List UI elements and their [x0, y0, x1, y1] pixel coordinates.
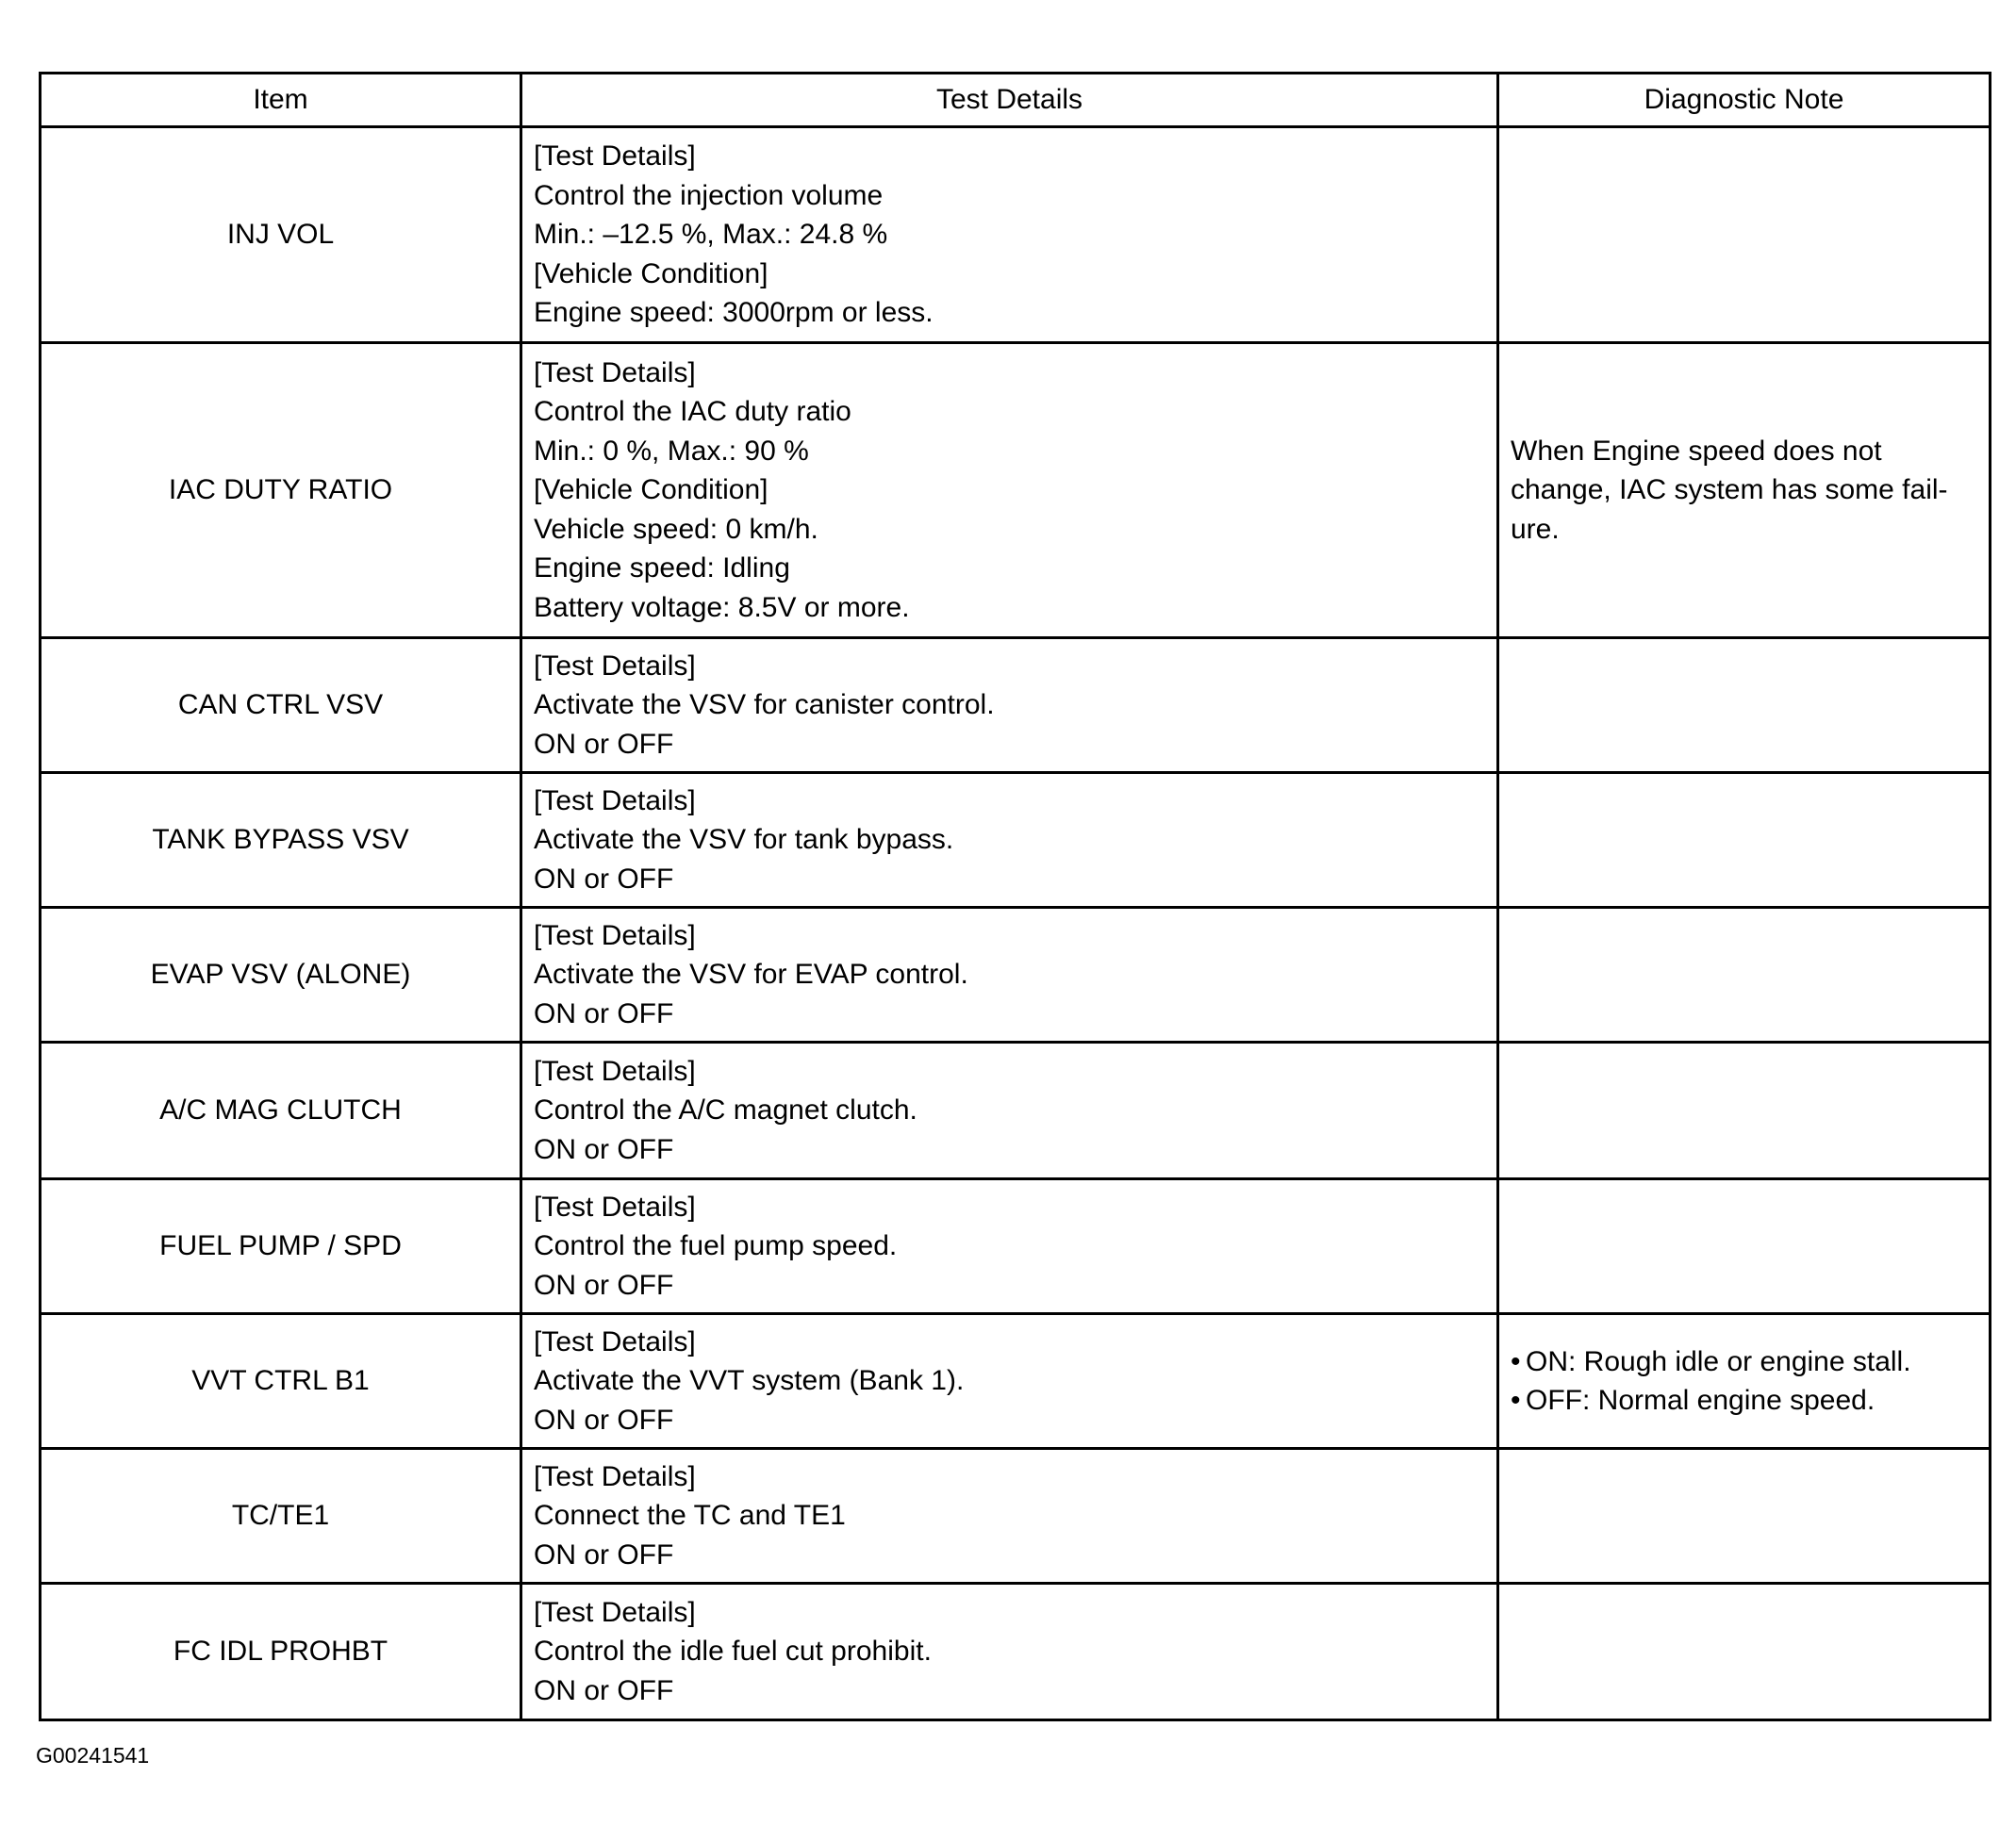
- diagnostic-note-cell: [1498, 1179, 1991, 1314]
- test-details-cell: [521, 1043, 1498, 1179]
- test-details-line: [Test Details]: [534, 1460, 696, 1492]
- test-details-cell: [521, 1179, 1498, 1314]
- test-details-line: [Test Details]: [534, 919, 696, 951]
- diagnostic-note-cell: [1498, 1584, 1991, 1720]
- table-row: [41, 127, 1991, 343]
- test-details-line: Control the idle fuel cut prohibit.: [534, 1636, 932, 1668]
- test-details-line: [Test Details]: [534, 1055, 696, 1087]
- test-details-line: Control the A/C magnet clutch.: [534, 1094, 917, 1127]
- test-details-line: [Test Details]: [534, 650, 696, 682]
- diagnostic-note-cell: [1498, 1043, 1991, 1179]
- test-details-line: ON or OFF: [534, 1674, 674, 1706]
- table-row: [41, 1314, 1991, 1449]
- test-details-cell: [521, 773, 1498, 908]
- test-details-line: Vehicle speed: 0 km/h.: [534, 513, 818, 545]
- diagnostic-note-bullet: [1511, 1342, 1977, 1382]
- test-details-cell: [521, 1584, 1498, 1720]
- bullet-text: OFF: Normal engine speed.: [1526, 1385, 1876, 1416]
- test-details-line: Min.: 0 %, Max.: 90 %: [534, 435, 809, 467]
- test-details-line: [Test Details]: [534, 1325, 696, 1357]
- item-cell: A/C MAG CLUTCH: [41, 1043, 521, 1179]
- diagnostic-note-cell: [1498, 343, 1991, 638]
- header-item: Item: [41, 74, 521, 127]
- bullet-icon: •: [1511, 1345, 1521, 1377]
- test-details-cell: [521, 127, 1498, 343]
- item-cell: TC/TE1: [41, 1449, 521, 1584]
- diagnostic-note-cell: [1498, 638, 1991, 773]
- test-details-line: [Vehicle Condition]: [534, 257, 768, 289]
- test-details-line: ON or OFF: [534, 997, 674, 1029]
- item-cell: FC IDL PROHBT: [41, 1584, 521, 1720]
- test-details-line: [Test Details]: [534, 140, 696, 173]
- test-details-line: Min.: –12.5 %, Max.: 24.8 %: [534, 219, 888, 251]
- diagnostic-note-cell: [1498, 127, 1991, 343]
- table-row: [41, 908, 1991, 1043]
- table-body: [41, 127, 1991, 1720]
- diagnostic-note-bullet: [1511, 1381, 1977, 1421]
- item-cell: FUEL PUMP / SPD: [41, 1179, 521, 1314]
- table-row: [41, 343, 1991, 638]
- test-details-cell: [521, 1314, 1498, 1449]
- item-cell: IAC DUTY RATIO: [41, 343, 521, 638]
- test-details-line: [Vehicle Condition]: [534, 474, 768, 506]
- item-cell: VVT CTRL B1: [41, 1314, 521, 1449]
- test-details-line: Activate the VSV for EVAP control.: [534, 959, 968, 991]
- table-row: [41, 638, 1991, 773]
- test-details-line: Connect the TC and TE1: [534, 1500, 846, 1532]
- test-details-line: Control the IAC duty ratio: [534, 396, 851, 428]
- table-row: [41, 1584, 1991, 1720]
- table-row: [41, 1449, 1991, 1584]
- diagnostic-note-cell: [1498, 1314, 1991, 1449]
- item-cell: CAN CTRL VSV: [41, 638, 521, 773]
- header-test-details: Test Details: [521, 74, 1498, 127]
- test-details-line: [Test Details]: [534, 1191, 696, 1223]
- bullet-icon: •: [1511, 1385, 1521, 1416]
- test-details-line: [Test Details]: [534, 1596, 696, 1628]
- test-details-cell: [521, 1449, 1498, 1584]
- header-row: [41, 74, 1991, 127]
- diagnostic-note-text: When Engine speed does not change, IAC system has some fail-ure.: [1511, 435, 1948, 545]
- table-row: [41, 1179, 1991, 1314]
- test-details-cell: [521, 638, 1498, 773]
- diagnostic-table: [39, 72, 1991, 1721]
- test-details-line: Control the fuel pump speed.: [534, 1230, 898, 1262]
- test-details-line: ON or OFF: [534, 728, 674, 760]
- test-details-line: Battery voltage: 8.5V or more.: [534, 591, 910, 623]
- test-details-cell: [521, 908, 1498, 1043]
- test-details-line: [Test Details]: [534, 784, 696, 816]
- test-details-line: ON or OFF: [534, 1133, 674, 1165]
- item-cell: EVAP VSV (ALONE): [41, 908, 521, 1043]
- test-details-line: ON or OFF: [534, 1269, 674, 1301]
- test-details-line: Activate the VVT system (Bank 1).: [534, 1365, 965, 1397]
- test-details-line: [Test Details]: [534, 356, 696, 388]
- diagnostic-note-cell: [1498, 773, 1991, 908]
- test-details-line: ON or OFF: [534, 863, 674, 895]
- diagnostic-note-cell: [1498, 908, 1991, 1043]
- test-details-line: ON or OFF: [534, 1538, 674, 1571]
- test-details-line: Engine speed: 3000rpm or less.: [534, 297, 934, 329]
- test-details-line: ON or OFF: [534, 1404, 674, 1436]
- test-details-line: Control the injection volume: [534, 179, 884, 211]
- table-row: [41, 773, 1991, 908]
- header-diagnostic-note: Diagnostic Note: [1498, 74, 1991, 127]
- item-cell: TANK BYPASS VSV: [41, 773, 521, 908]
- test-details-line: Engine speed: Idling: [534, 552, 790, 584]
- test-details-cell: [521, 343, 1498, 638]
- bullet-text: ON: Rough idle or engine stall.: [1526, 1345, 1911, 1377]
- diagnostic-note-cell: [1498, 1449, 1991, 1584]
- item-cell: INJ VOL: [41, 127, 521, 343]
- figure-id: G00241541: [36, 1743, 150, 1768]
- test-details-line: Activate the VSV for tank bypass.: [534, 824, 954, 856]
- test-details-line: Activate the VSV for canister control.: [534, 689, 995, 721]
- table-row: [41, 1043, 1991, 1179]
- table-header: [41, 74, 1991, 127]
